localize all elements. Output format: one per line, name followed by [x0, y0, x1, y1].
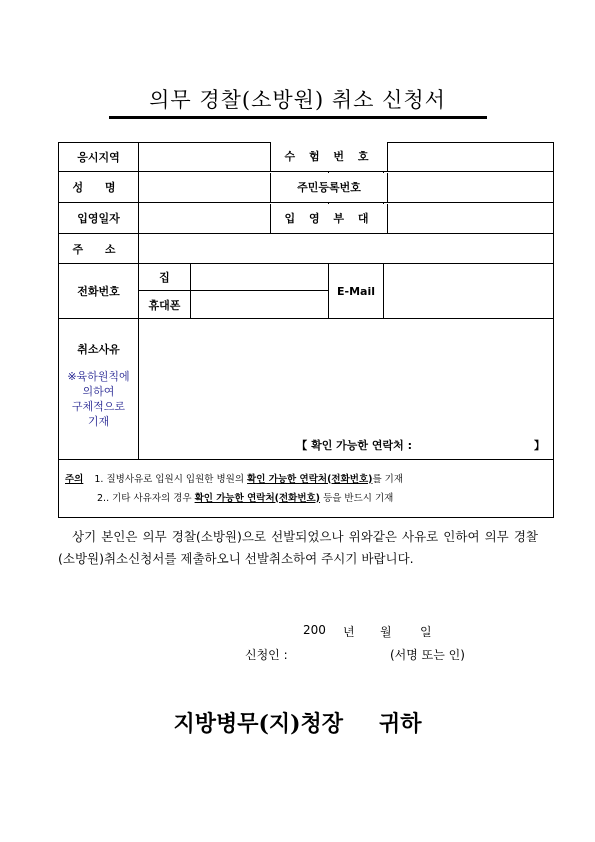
enlist-unit-label: 입 영 부 대	[270, 204, 388, 233]
caution-item-1-suffix: 를 기재	[372, 473, 404, 485]
date-month-unit: 월	[380, 625, 392, 639]
caution-notes	[59, 460, 554, 518]
applicant-label: 신청인 :	[245, 648, 288, 662]
reason-note	[59, 369, 138, 429]
resident-id-label: 주민등록번호	[270, 173, 388, 202]
caution-label: 주의	[65, 473, 84, 485]
date-day-unit: 일	[420, 625, 432, 639]
email-field[interactable]	[384, 264, 554, 319]
reason-note-line: 의하여	[82, 385, 115, 398]
addressee-honorific: 귀하	[379, 711, 422, 737]
document-title: 의무 경찰(소방원) 취소 신청서	[149, 88, 446, 112]
caution-item-1-bold: 확인 가능한 연락처(전화번호)	[247, 473, 373, 485]
reason-note-line: 기재	[87, 415, 110, 428]
exam-number-label: 수 험 번 호	[270, 142, 388, 171]
exam-number-field[interactable]	[384, 143, 554, 172]
enlist-unit-field[interactable]	[384, 203, 554, 234]
caution-item-2-suffix: 등을 반드시 기재	[323, 492, 394, 504]
home-phone-label: 집	[139, 264, 191, 291]
date-year-unit: 년	[343, 625, 355, 639]
applicant-sign-note: (서명 또는 인)	[390, 648, 465, 662]
caution-item-2-bold: 확인 가능한 연락처(전화번호)	[194, 492, 321, 504]
resident-id-field[interactable]	[384, 172, 554, 203]
reason-label: 취소사유	[77, 343, 120, 356]
caution-item-2-prefix: 2.. 기타 사유자의 경우	[97, 492, 192, 504]
mobile-phone-label: 휴대폰	[139, 291, 191, 319]
date-year: 200	[303, 623, 326, 637]
email-label: E-Mail	[329, 264, 384, 319]
name-label: 성 명	[59, 172, 139, 203]
home-phone-field[interactable]	[191, 264, 329, 291]
address-label: 주 소	[59, 234, 139, 264]
mobile-phone-field[interactable]	[191, 291, 329, 319]
addressee-office: 지방병무(지)청장	[173, 711, 344, 737]
exam-region-label: 응시지역	[59, 143, 139, 172]
reason-note-line: 구체적으로	[71, 400, 126, 413]
contact-line	[296, 437, 545, 453]
reason-label-cell	[59, 319, 139, 460]
caution-item-1-prefix: 1. 질병사유로 입원시 입원한 병원의	[94, 473, 245, 485]
title-underline	[109, 116, 487, 119]
address-field[interactable]	[139, 234, 554, 264]
enlist-date-label: 입영일자	[59, 203, 139, 234]
phone-label: 전화번호	[59, 264, 139, 319]
contact-bracket: 】	[534, 439, 545, 452]
reason-note-line: ※육하원칙에	[67, 370, 130, 383]
contact-label: 【 확인 가능한 연락처 :	[296, 439, 412, 452]
addressee	[0, 707, 595, 738]
reason-field[interactable]	[139, 319, 554, 460]
statement-text: 상기 본인은 의무 경찰(소방원)으로 선발되었으나 위와같은 사유로 인하여 의무 경찰(소방원)취소신청서를 제출하오니 선발취소하여 주시기 바랍니다.	[58, 529, 538, 566]
caution-item-2	[65, 489, 547, 508]
